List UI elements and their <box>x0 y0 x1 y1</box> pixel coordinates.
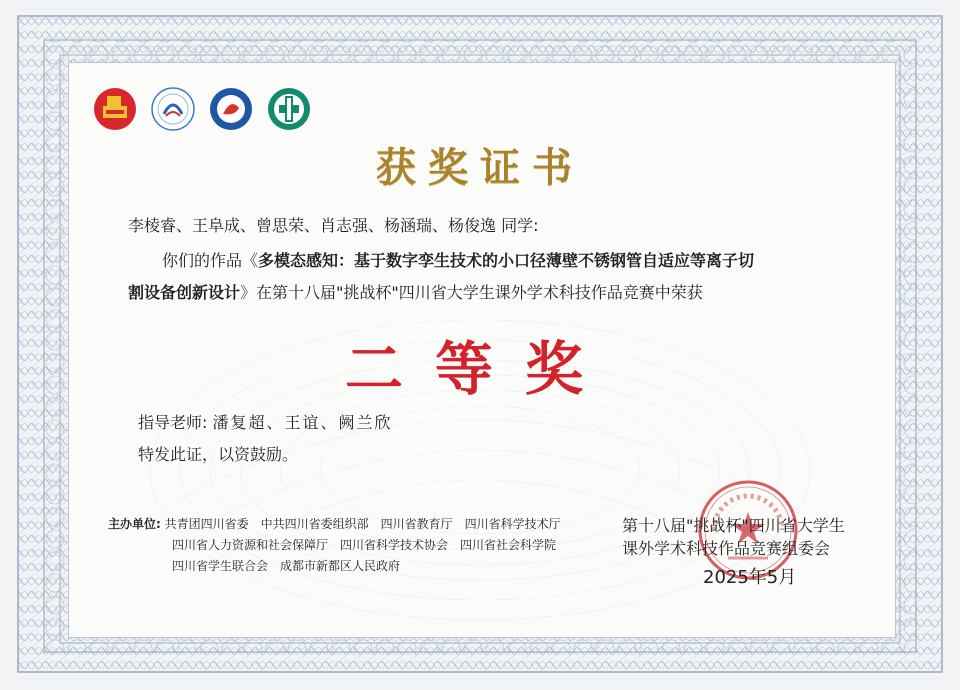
hosts-row-2: 四川省人力资源和社会保障厅 四川省科学技术协会 四川省社会科学院 <box>172 538 557 552</box>
competition-logo <box>150 86 196 132</box>
organizer-logos <box>92 84 312 134</box>
prize-level: 二等奖 <box>344 335 615 403</box>
closing-line: 特发此证，以资鼓励。 <box>138 445 299 464</box>
hosts-row-1: 共青团四川省委 中共四川省委组织部 四川省教育厅 四川省科学技术厅 <box>164 517 561 531</box>
issuing-committee <box>622 514 845 560</box>
hosts-row-3: 四川省学生联合会 成都市新都区人民政府 <box>172 559 401 573</box>
intro-line-1 <box>162 248 754 271</box>
advisor-label: 指导老师: <box>138 413 208 432</box>
advisor-names: 潘复超、王谊、阙兰欣 <box>212 413 393 432</box>
work-title-part-2: 割设备创新设计 <box>128 283 241 302</box>
intro-suffix: 》在第十八届"挑战杯"四川省大学生课外学术科技作品竞赛中荣获 <box>240 283 703 302</box>
committee-line-1: 第十八届"挑战杯"四川省大学生 <box>622 516 845 535</box>
intro-line-2 <box>128 280 703 303</box>
intro-prefix: 你们的作品《 <box>162 251 259 270</box>
circular-logo <box>208 86 254 132</box>
certificate-title: 获奖证书 <box>376 144 584 191</box>
host-organizations <box>108 514 561 577</box>
hosts-label: 主办单位: <box>108 517 161 531</box>
bank-logo <box>266 86 312 132</box>
committee-line-2: 课外学术科技作品竞赛组委会 <box>622 539 831 558</box>
advisor-line <box>138 410 393 433</box>
youth-league-logo <box>92 86 138 132</box>
issue-date: 2025年5月 <box>703 567 797 588</box>
recipient-names: 李棱睿、王阜成、曾思荣、肖志强、杨涵瑞、杨俊逸 同学: <box>128 216 539 235</box>
work-title-part-1: 多模态感知：基于数字孪生技术的小口径薄壁不锈钢管自适应等离子切 <box>258 251 755 270</box>
